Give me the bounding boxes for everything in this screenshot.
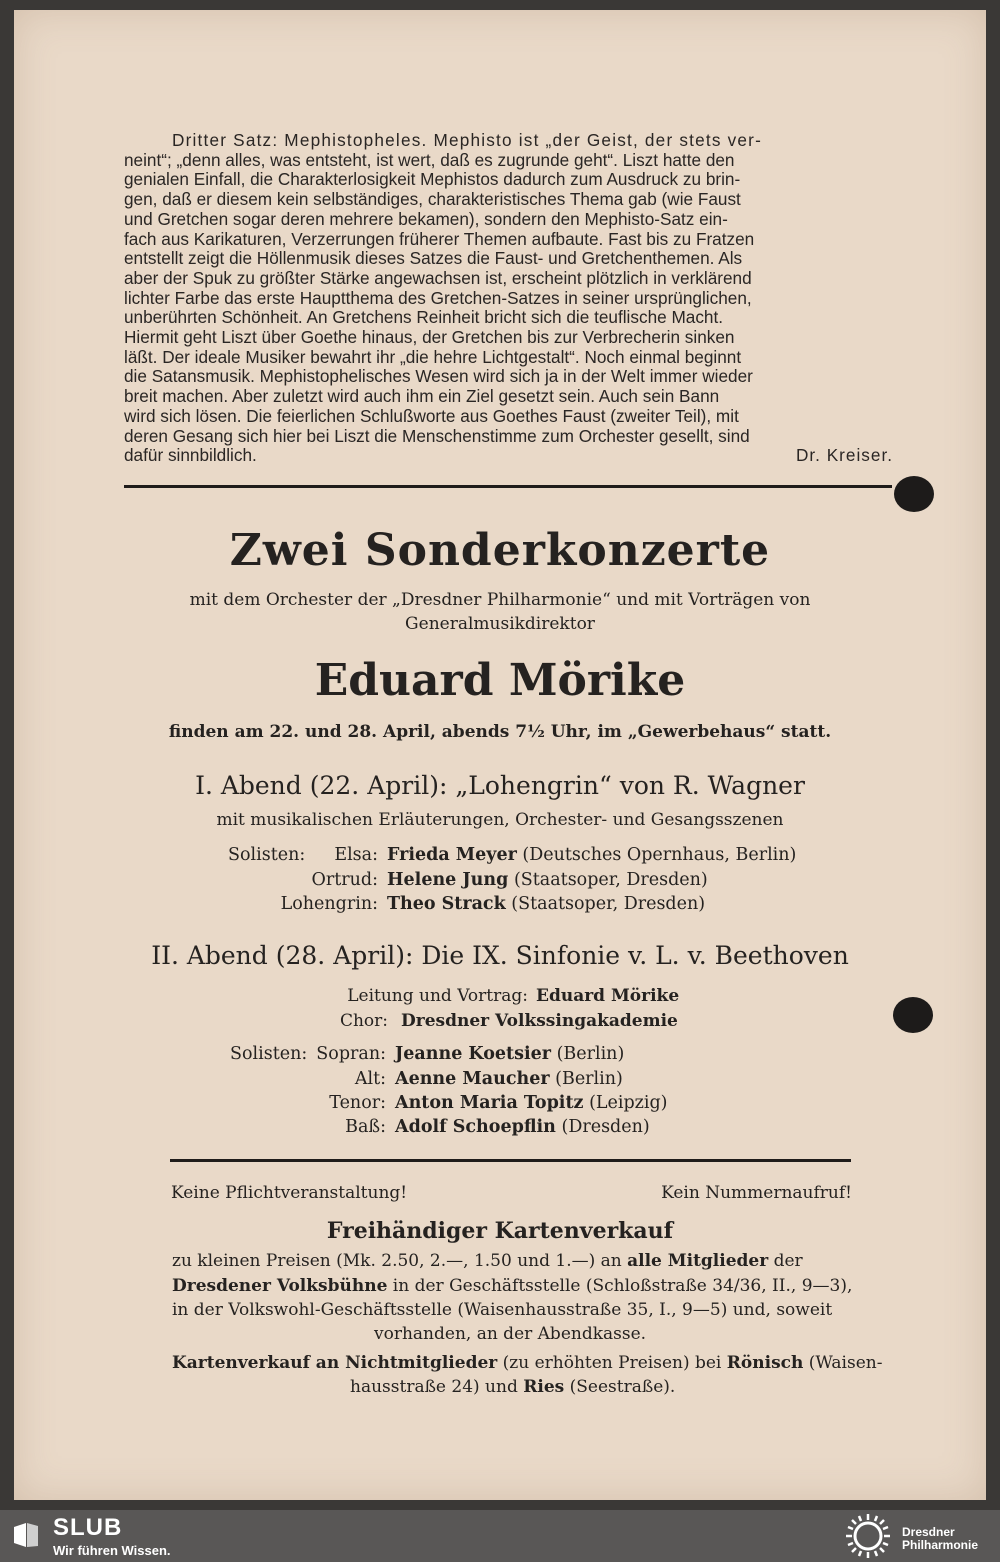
essay-line: entstellt zeigt die Höllenmusik dieses Satzes die Faust- und Gretchenthemen. Als: [124, 248, 743, 269]
essay-line: Hiermit geht Liszt über Goethe hinaus, der Gretchen bis zur Verbrecherin sinken: [124, 327, 735, 348]
soloist-name: Aenne Maucher: [395, 1069, 550, 1089]
essay-line: fach aus Karikaturen, Verzerrungen früherer Themen aufbaute. Fast bis zu Fratzen: [124, 228, 755, 249]
soloist-name: Theo Strack: [387, 894, 506, 914]
soloists-label: Solisten:: [228, 845, 306, 865]
concert-subtitle: mit dem Orchester der „Dresdner Philharmonie“ und mit Vorträgen von: [189, 590, 811, 610]
essay-line: und Gretchen sogar deren mehrere bekamen), sondern den Mephisto-Satz ein-: [124, 208, 728, 229]
soloist-role: Alt:: [354, 1069, 386, 1089]
note-left: Keine Pflichtveranstaltung!: [171, 1183, 408, 1203]
soloist-note: (Leipzig): [589, 1093, 668, 1113]
soloist-note: (Staatsoper, Dresden): [511, 894, 706, 914]
soloists-label: Solisten:: [230, 1044, 308, 1064]
soloist-note: (Berlin): [555, 1069, 623, 1089]
evening1-subtitle: mit musikalischen Erläuterungen, Orchester- und Gesangsszenen: [216, 810, 784, 830]
essay-line: genialen Einfall, die Charakterlosigkeit Mephistos dadurch zum Ausdruck zu brin-: [124, 169, 741, 190]
tickets-text-bold: Kartenverkauf an Nichtmitglieder: [172, 1353, 498, 1373]
chor-name: Dresdner Volkssingakademie: [401, 1011, 678, 1031]
tickets-line: in der Volkswohl-Geschäftsstelle (Waisenhausstraße 35, I., 9—5) und, soweit: [172, 1300, 833, 1320]
soloist-role: Elsa:: [334, 845, 378, 865]
tickets-text: (Waisen-: [803, 1353, 883, 1373]
tickets-line: [172, 1251, 803, 1271]
note-right: Kein Nummernaufruf!: [661, 1183, 852, 1203]
soloist-note: (Berlin): [556, 1044, 625, 1064]
philharmonie-logo-icon[interactable]: [843, 1512, 893, 1560]
essay-line: lichter Farbe das erste Hauptthema des Gretchen-Satzes in seiner ursprünglichen,: [124, 287, 752, 308]
essay-line: deren Gesang sich hier bei Liszt die Menschenstimme zum Orchester gesellt, sind: [124, 425, 750, 446]
philharmonie-line: Dresdner: [902, 1525, 955, 1539]
tickets-text-bold: Ries: [523, 1377, 565, 1397]
essay-line: Dritter Satz: Mephistopheles. Mephisto ist „der Geist, der stets ver-: [172, 130, 763, 150]
leitung-name: Eduard Mörike: [536, 986, 680, 1006]
tickets-line: [172, 1276, 852, 1296]
concert-heading: Zwei Sonderkonzerte: [229, 525, 771, 576]
essay-line: aber der Spuk zu größter Stärke angewachsen ist, erscheint plötzlich in verklärend: [124, 267, 752, 288]
tickets-text-bold: Dresdener Volksbühne: [172, 1276, 388, 1296]
essay-author: Dr. Kreiser.: [795, 445, 893, 466]
punch-hole-top: [894, 476, 934, 512]
tickets-text-bold: Rönisch: [726, 1353, 804, 1373]
soloist-name: Helene Jung: [387, 870, 509, 890]
soloist-name: Anton Maria Topitz: [395, 1093, 584, 1113]
tickets-heading: Freihändiger Kartenverkauf: [326, 1218, 674, 1244]
tickets-text: zu kleinen Preisen (Mk. 2.50, 2.—, 1.50 und 1.—) an: [172, 1251, 628, 1271]
tickets-text: der: [768, 1251, 803, 1271]
concert-dates: finden am 22. und 28. April, abends 7½ Uhr, im „Gewerbehaus“ statt.: [168, 722, 832, 742]
soloist-note: (Staatsoper, Dresden): [513, 870, 708, 890]
slub-logo-icon[interactable]: [12, 1521, 40, 1549]
essay-line: neint“; „denn alles, was entsteht, ist wert, daß es zugrunde geht“. Liszt hatte den: [124, 149, 735, 170]
tickets-text: (zu erhöhten Preisen) bei: [497, 1353, 727, 1373]
chor-label: Chor:: [339, 1011, 388, 1031]
punch-hole-bottom: [893, 997, 933, 1033]
essay-last-line: [124, 446, 893, 466]
soloist-name: Jeanne Koetsier: [395, 1044, 551, 1064]
evening1-title: I. Abend (22. April): „Lohengrin“ von R. Wagner: [195, 771, 805, 800]
soloist-name: Adolf Schoepflin: [395, 1117, 556, 1137]
tickets-text: hausstraße 24) und: [350, 1377, 524, 1397]
soloist-role: Lohengrin:: [280, 894, 378, 914]
tickets-text: in der Geschäftsstelle (Schloßstraße 34/36, II., 9—3),: [387, 1276, 853, 1296]
soloist-role: Baß:: [345, 1117, 386, 1137]
philharmonie-wordmark[interactable]: [902, 1526, 978, 1552]
concert-subtitle-title: Generalmusikdirektor: [405, 614, 595, 634]
tickets-text: (Seestraße).: [564, 1377, 676, 1397]
soloist-role: Sopran:: [316, 1044, 386, 1064]
tickets-line: [350, 1377, 675, 1397]
footer-bar: [0, 1510, 1000, 1562]
essay-line: unberührten Schönheit. An Gretchens Reinheit bricht sich die teuflische Macht.: [124, 307, 724, 328]
tickets-line: [172, 1353, 882, 1373]
leitung-label: Leitung und Vortrag:: [347, 986, 528, 1006]
essay-line: wird sich lösen. Die feierlichen Schlußworte aus Goethes Faust (zweiter Teil), mit: [124, 405, 739, 426]
tickets-line: vorhanden, an der Abendkasse.: [374, 1324, 647, 1344]
soloist-note: (Deutsches Opernhaus, Berlin): [522, 845, 797, 865]
tickets-text-bold: alle Mitglieder: [627, 1251, 769, 1271]
essay-line: gen, daß er diesem kein selbständiges, charakteristisches Thema gab (wie Faust: [124, 189, 741, 210]
essay-line: dafür sinnbildlich.: [124, 445, 257, 466]
slub-tagline: Wir führen Wissen.: [53, 1543, 171, 1558]
evening2-title: II. Abend (28. April): Die IX. Sinfonie v. L. v. Beethoven: [151, 941, 849, 970]
essay-line: breit machen. Aber zuletzt wird auch ihm ein Ziel gesetzt sein. Auch sein Bann: [124, 386, 720, 407]
slub-title[interactable]: SLUB: [53, 1514, 123, 1541]
conductor-name: Eduard Mörike: [314, 655, 686, 706]
soloist-role: Tenor:: [329, 1093, 386, 1113]
soloist-name: Frieda Meyer: [387, 845, 517, 865]
philharmonie-line: Philharmonie: [902, 1538, 979, 1552]
essay-line: die Satansmusik. Mephistophelisches Wesen wird sich ja in der Welt immer wieder: [124, 366, 753, 387]
divider-bottom: [170, 1159, 851, 1162]
essay-line: läßt. Der ideale Musiker bewahrt ihr „die hehre Lichtgestalt“. Noch einmal beginnt: [124, 346, 742, 367]
divider-top: [124, 485, 892, 488]
soloist-note: (Dresden): [561, 1117, 650, 1137]
soloist-role: Ortrud:: [311, 870, 378, 890]
essay-paragraph: [124, 131, 893, 466]
